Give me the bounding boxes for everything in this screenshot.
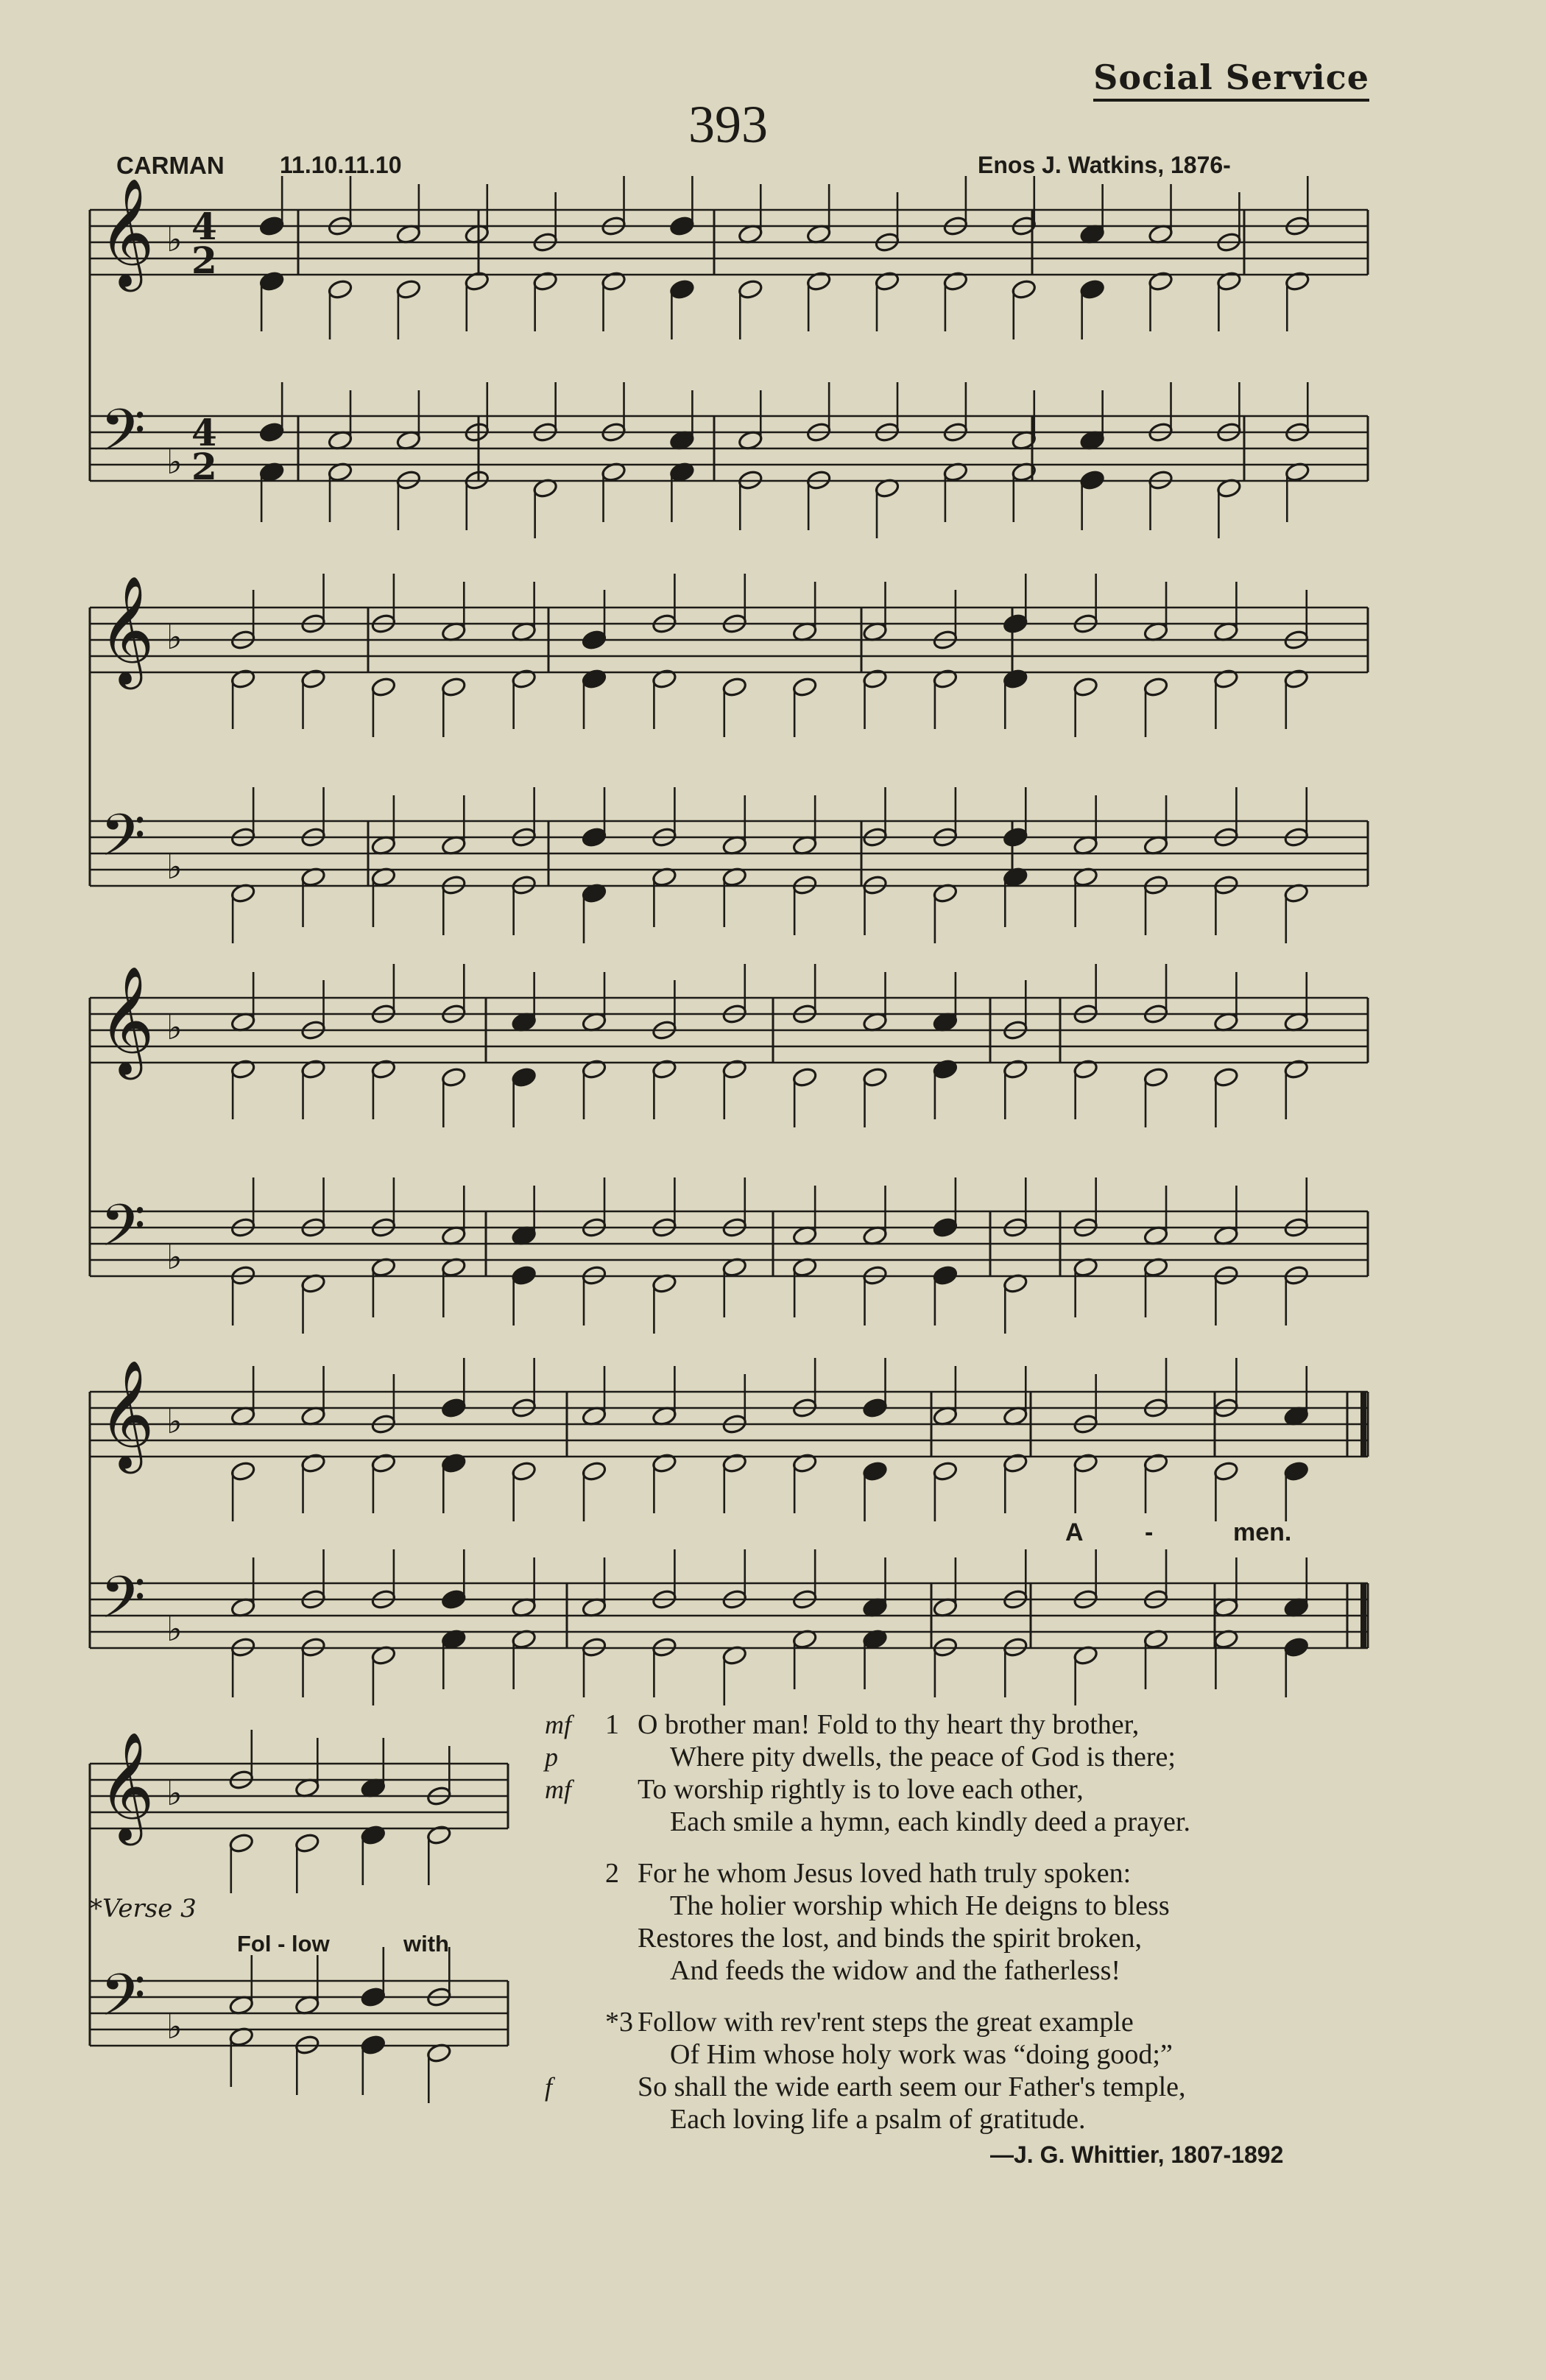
note-head — [582, 629, 607, 650]
cue-verse-label: *Verse 3 — [90, 1894, 197, 1923]
note-head — [721, 676, 747, 697]
stanza-2 — [545, 1857, 1391, 1987]
note-head — [1143, 676, 1169, 697]
dynamic-mark: f — [545, 2072, 553, 2102]
note-head — [1283, 1636, 1309, 1658]
dynamic-mark: mf — [545, 1710, 571, 1739]
lyric-line: Each smile a hymn, each kindly deed a prayer. — [670, 1806, 1190, 1837]
note-head — [230, 1460, 256, 1482]
lyric-line: Follow with rev'rent steps the great example — [638, 2007, 1134, 2038]
treble-clef: 𝄞 — [99, 1731, 155, 1841]
hymn-number: 393 — [688, 95, 768, 154]
tune-name: CARMAN — [116, 152, 225, 179]
stanza-3 — [545, 2006, 1391, 2136]
stanza-number: 1 — [605, 1709, 619, 1740]
note-head — [360, 1986, 386, 2007]
note-head — [582, 1460, 607, 1482]
treble-clef: 𝄞 — [99, 575, 155, 685]
text-author: —J. G. Whittier, 1807-1892 — [990, 2141, 1284, 2168]
note-head — [1213, 1066, 1239, 1088]
cue-syllable-follow: Fol - low — [237, 1931, 330, 1957]
bass-clef: 𝄢 — [100, 396, 146, 479]
note-head — [862, 1397, 888, 1418]
note-head — [259, 215, 285, 236]
treble-clef: 𝄞 — [99, 1359, 155, 1469]
treble-clef: 𝄞 — [99, 965, 155, 1075]
time-signature: 2 — [191, 445, 217, 488]
bass-clef: 𝄢 — [100, 1191, 146, 1274]
lyric-line: The holier worship which He deigns to bless — [670, 1890, 1170, 1921]
note-head — [1079, 469, 1105, 490]
note-head — [360, 2034, 386, 2055]
flat-sign: ♭ — [166, 1773, 183, 1813]
note-head — [862, 1066, 888, 1088]
lyric-line: And feeds the widow and the fatherless! — [670, 1955, 1121, 1986]
hymn-lyrics — [545, 1708, 1391, 2155]
bass-clef: 𝄢 — [100, 801, 146, 884]
note-head — [511, 1264, 537, 1286]
note-head — [259, 421, 285, 443]
note-head — [370, 676, 396, 697]
lyric-line: To worship rightly is to love each other, — [638, 1774, 1084, 1805]
note-head — [395, 278, 421, 300]
stanza-1 — [545, 1708, 1391, 1838]
note-head — [1003, 826, 1028, 848]
amen-syllable-a: A — [1065, 1518, 1084, 1546]
note-head — [294, 1832, 320, 1853]
note-head — [738, 278, 763, 300]
flat-sign: ♭ — [166, 2007, 183, 2046]
time-signature: 4 — [191, 205, 217, 248]
note-head — [932, 1460, 958, 1482]
note-head — [1073, 676, 1098, 697]
flat-sign: ♭ — [166, 1237, 183, 1277]
note-head — [511, 1460, 537, 1482]
cue-syllable-with: with — [403, 1931, 449, 1957]
flat-sign: ♭ — [166, 847, 183, 887]
lyric-line: Where pity dwells, the peace of God is there; — [670, 1742, 1176, 1772]
note-head — [582, 826, 607, 848]
lyric-line: Each loving life a psalm of gratitude. — [670, 2104, 1086, 2135]
flat-sign: ♭ — [166, 1007, 183, 1047]
note-head — [1143, 1066, 1169, 1088]
flat-sign: ♭ — [166, 442, 183, 482]
flat-sign: ♭ — [166, 219, 183, 259]
note-head — [441, 1397, 467, 1418]
treble-clef: 𝄞 — [99, 177, 155, 287]
note-head — [441, 676, 467, 697]
lyric-line: So shall the wide earth seem our Father's temple, — [638, 2071, 1186, 2102]
note-head — [1213, 1460, 1239, 1482]
note-head — [669, 278, 695, 300]
stanza-number: 2 — [605, 1858, 619, 1889]
section-title: Social Service — [1093, 57, 1369, 102]
note-head — [1283, 1460, 1309, 1482]
meter: 11.10.11.10 — [280, 152, 402, 178]
note-head — [328, 278, 353, 300]
note-head — [511, 1066, 537, 1088]
lyric-line: O brother man! Fold to thy heart thy brother, — [638, 1709, 1140, 1740]
note-head — [792, 1066, 818, 1088]
dynamic-mark: p — [545, 1742, 558, 1772]
note-head — [441, 1066, 467, 1088]
note-head — [228, 1832, 254, 1853]
lyric-line: For he whom Jesus loved hath truly spoken: — [638, 1858, 1132, 1889]
note-head — [1011, 278, 1037, 300]
note-head — [862, 1460, 888, 1482]
note-head — [792, 676, 818, 697]
note-head — [1079, 278, 1105, 300]
dynamic-mark: mf — [545, 1775, 571, 1804]
flat-sign: ♭ — [166, 1401, 183, 1441]
note-head — [932, 1217, 958, 1238]
amen-hyphen: - — [1145, 1518, 1154, 1546]
flat-sign: ♭ — [166, 1609, 183, 1649]
note-head — [669, 215, 695, 236]
time-signature: 2 — [191, 239, 217, 282]
lyric-line: Restores the lost, and binds the spirit broken, — [638, 1923, 1142, 1954]
composer: Enos J. Watkins, 1876- — [978, 152, 1231, 178]
time-signature: 4 — [191, 411, 217, 454]
bass-clef: 𝄢 — [100, 1563, 146, 1646]
note-head — [1003, 613, 1028, 634]
note-head — [932, 1264, 958, 1286]
lyric-line: Of Him whose holy work was “doing good;” — [670, 2039, 1173, 2070]
bass-clef: 𝄢 — [100, 1961, 146, 2043]
amen-syllable-men: men. — [1233, 1518, 1292, 1546]
flat-sign: ♭ — [166, 617, 183, 657]
stanza-number: *3 — [605, 2007, 633, 2038]
note-head — [441, 1588, 467, 1610]
